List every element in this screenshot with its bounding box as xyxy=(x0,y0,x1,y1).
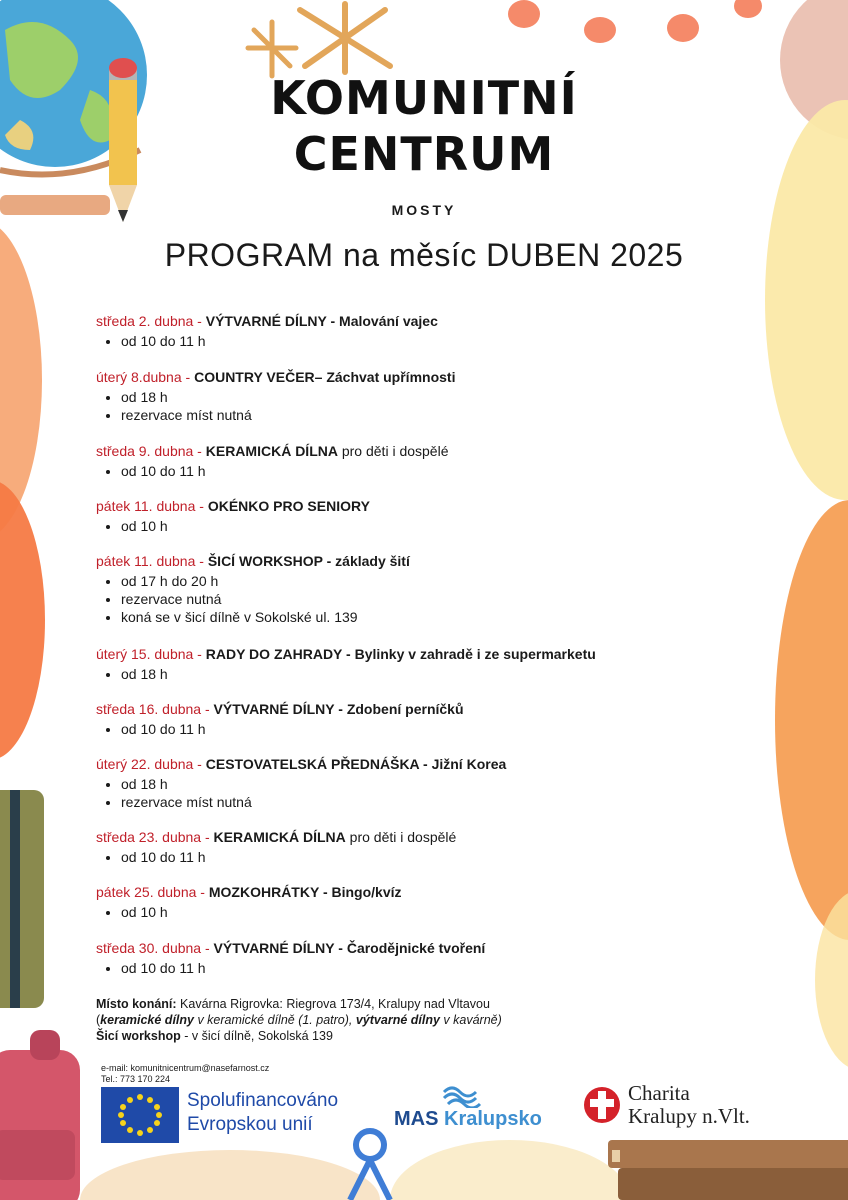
vyt-label: výtvarné dílny xyxy=(355,1013,440,1027)
event-name: VÝTVARNÉ DÍLNY xyxy=(205,313,327,329)
event-date: středa 16. dubna xyxy=(96,701,202,717)
event-date: pátek 25. dubna xyxy=(96,884,197,900)
event-separator: - xyxy=(196,884,209,900)
event-heading xyxy=(96,700,464,718)
event-detail: pro děti i dospělé xyxy=(337,443,449,459)
event-name: RADY DO ZAHRADY xyxy=(205,646,343,662)
event-name: OKÉNKO PRO SENIORY xyxy=(207,498,370,514)
event-detail-bullet: • od 10 h xyxy=(121,903,402,921)
event-date: pátek 11. dubna xyxy=(96,553,196,569)
event-heading xyxy=(96,368,455,386)
event-detail: - Jižní Korea xyxy=(419,756,507,772)
event-separator: - xyxy=(181,369,195,385)
event-detail-bullet: • rezervace míst nutná xyxy=(121,793,506,811)
event-name: VÝTVARNÉ DÍLNY xyxy=(213,701,335,717)
event-item xyxy=(96,312,438,350)
charita-cross-icon xyxy=(582,1083,622,1127)
event-separator: - xyxy=(193,443,206,459)
charita-line-1: Charita xyxy=(628,1081,690,1105)
event-details-list xyxy=(96,388,455,424)
venue-line-2 xyxy=(96,1012,696,1028)
eu-cofinance-logo xyxy=(101,1087,345,1145)
title-line-1: KOMUNITNÍ xyxy=(270,71,578,125)
ker-text: v keramické dílně (1. patro), xyxy=(193,1013,356,1027)
cream-blob-bottom xyxy=(80,1150,380,1200)
star-large xyxy=(300,4,390,72)
title-line-2: CENTRUM xyxy=(293,127,555,181)
paren-open: ( xyxy=(96,1013,101,1027)
cream-blob-bottom-2 xyxy=(390,1140,630,1200)
subtitle: MOSTY xyxy=(391,202,457,218)
event-heading xyxy=(96,939,485,957)
ker-label: keramické dílny xyxy=(100,1013,194,1027)
venue-text: Kavárna Rigrovka: Riegrova 173/4, Kralupy nad Vltavou xyxy=(176,997,490,1011)
event-detail-bullet: • od 10 do 11 h xyxy=(121,959,485,977)
event-detail: – Záchvat upřímnosti xyxy=(314,369,456,385)
event-detail: - Zdobení perníčků xyxy=(334,701,464,717)
event-detail: - Malování vajec xyxy=(326,313,438,329)
event-separator: - xyxy=(195,553,208,569)
event-separator: - xyxy=(193,756,206,772)
event-separator: - xyxy=(201,940,214,956)
event-heading xyxy=(96,883,402,901)
event-name: ŠICÍ WORKSHOP xyxy=(207,553,323,569)
sici-text: - v šicí dílně, Sokolská 139 xyxy=(180,1029,333,1043)
vyt-text: v kavárně) xyxy=(439,1013,502,1027)
eu-line-2: Evropskou unií xyxy=(187,1114,313,1135)
event-detail-bullet: • od 18 h xyxy=(121,388,455,406)
program-title: PROGRAM na měsíc DUBEN 2025 xyxy=(164,237,684,273)
event-item xyxy=(96,442,449,480)
event-detail-bullet: • od 17 h do 20 h xyxy=(121,572,410,590)
venue-info xyxy=(96,996,696,1044)
event-date: středa 2. dubna xyxy=(96,313,194,329)
dot-2 xyxy=(584,17,616,43)
event-separator: - xyxy=(193,313,206,329)
mas-kralupsko-logo xyxy=(392,1082,542,1137)
event-item xyxy=(96,368,455,424)
event-item xyxy=(96,552,410,626)
event-item xyxy=(96,939,485,977)
event-separator: - xyxy=(195,498,208,514)
notebook-illustration xyxy=(0,790,44,1008)
event-name: VÝTVARNÉ DÍLNY xyxy=(213,940,335,956)
venue-line-3 xyxy=(96,1028,696,1044)
event-item xyxy=(96,883,402,921)
event-heading xyxy=(96,645,596,663)
event-name: COUNTRY VEČER xyxy=(194,369,315,385)
event-details-list xyxy=(96,665,596,683)
contact-info xyxy=(101,1063,269,1085)
event-details-list xyxy=(96,572,410,626)
dot-1 xyxy=(508,0,540,28)
orange-blob-right xyxy=(775,500,848,940)
event-detail-bullet: • od 10 do 11 h xyxy=(121,332,438,350)
venue-label: Místo konání: xyxy=(96,997,177,1011)
event-details-list xyxy=(96,775,506,811)
mas-text: MAS xyxy=(394,1108,439,1130)
dot-4 xyxy=(734,0,762,18)
event-separator: - xyxy=(193,646,206,662)
event-detail-bullet: • od 10 h xyxy=(121,517,370,535)
event-detail: - Bylinky v zahradě i ze supermarketu xyxy=(342,646,596,662)
event-detail: - Čarodějnické tvoření xyxy=(334,940,486,956)
dot-3 xyxy=(667,14,699,42)
event-heading xyxy=(96,828,456,846)
venue-line-1 xyxy=(96,996,696,1012)
event-detail-bullet: • rezervace míst nutná xyxy=(121,406,455,424)
event-detail-bullet: • od 18 h xyxy=(121,775,506,793)
orange-blob-left-bottom xyxy=(0,480,45,760)
event-date: středa 9. dubna xyxy=(96,443,194,459)
event-date: úterý 8.dubna xyxy=(96,369,182,385)
event-item xyxy=(96,645,596,683)
phone-text: Tel.: 773 170 224 xyxy=(101,1074,171,1084)
event-separator: - xyxy=(201,829,214,845)
event-name: KERAMICKÁ DÍLNA xyxy=(213,829,346,845)
event-detail-bullet: • od 18 h xyxy=(121,665,596,683)
event-details-list xyxy=(96,959,485,977)
event-item xyxy=(96,700,464,738)
sici-label: Šicí workshop xyxy=(96,1029,181,1043)
event-item xyxy=(96,497,370,535)
event-separator: - xyxy=(201,701,214,717)
event-details-list xyxy=(96,517,370,535)
event-name: CESTOVATELSKÁ PŘEDNÁŠKA xyxy=(205,756,420,772)
event-detail-bullet: • rezervace nutná xyxy=(121,590,410,608)
event-detail: pro děti i dospělé xyxy=(345,829,457,845)
waves-icon xyxy=(392,1082,537,1108)
event-details-list xyxy=(96,848,456,866)
event-details-list xyxy=(96,462,449,480)
event-heading xyxy=(96,755,506,773)
event-heading xyxy=(96,552,410,570)
charita-line-2: Kralupy n.Vlt. xyxy=(628,1104,750,1128)
backpack-illustration xyxy=(0,1030,80,1200)
eu-line-1: Spolufinancováno xyxy=(187,1090,339,1111)
event-date: pátek 11. dubna xyxy=(96,498,196,514)
event-detail-bullet: • od 10 do 11 h xyxy=(121,462,449,480)
books-illustration xyxy=(608,1140,848,1200)
event-detail: - základy šití xyxy=(322,553,410,569)
event-heading xyxy=(96,312,438,330)
event-name: MOZKOHRÁTKY xyxy=(208,884,320,900)
event-detail-bullet: • od 10 do 11 h xyxy=(121,720,464,738)
event-date: úterý 22. dubna xyxy=(96,756,194,772)
event-details-list xyxy=(96,903,402,921)
star-small xyxy=(248,22,296,76)
event-date: středa 23. dubna xyxy=(96,829,202,845)
event-detail-bullet: • od 10 do 11 h xyxy=(121,848,456,866)
event-detail: - Bingo/kvíz xyxy=(319,884,402,900)
event-date: středa 30. dubna xyxy=(96,940,202,956)
event-details-list xyxy=(96,720,464,738)
event-item xyxy=(96,755,506,811)
event-date: úterý 15. dubna xyxy=(96,646,194,662)
kralupsko-text: Kralupsko xyxy=(444,1108,542,1130)
charita-logo xyxy=(582,1080,782,1130)
email-text: e-mail: komunitnicentrum@nasefarnost.cz xyxy=(101,1063,270,1073)
event-heading xyxy=(96,497,370,515)
event-details-list xyxy=(96,332,438,350)
event-name: KERAMICKÁ DÍLNA xyxy=(205,443,338,459)
event-item xyxy=(96,828,456,866)
event-detail-bullet: • koná se v šicí dílně v Sokolské ul. 139 xyxy=(121,608,410,626)
event-heading xyxy=(96,442,449,460)
